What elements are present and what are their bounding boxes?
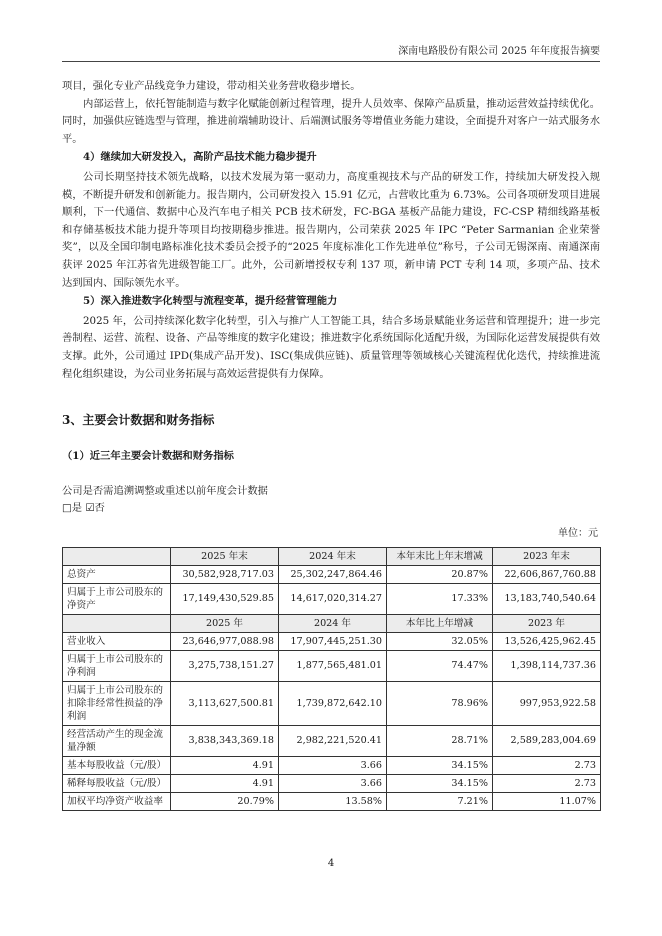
table-cell: 23,646,977,088.98 [171,632,279,650]
row-label: 稀释每股收益（元/股） [63,774,171,792]
table-row [63,725,601,756]
table-cell: 28.71% [387,725,493,756]
table-cell: 1,739,872,642.10 [279,681,387,725]
table-header-cell: 2024 年末 [279,547,387,565]
table-cell: 3,275,738,151.27 [171,650,279,681]
header-rule [62,61,600,62]
row-label: 归属于上市公司股东的扣除非经常性损益的净利润 [63,681,171,725]
table-cell: 17.33% [387,583,493,614]
table-cell: 17,907,445,251.30 [279,632,387,650]
unit-label: 单位：元 [558,527,598,539]
paragraph-operations: 内部运营上，依托智能制造与数字化赋能创新过程管理，提升人员效率、保障产品质量，推动运营效益持续优化。同时，加强供应链选型与管理，推进前端辅助设计、后端测试服务等增值业务能力建设，全面提升对客户一站式服务水平。 [62,97,600,145]
table-cell: 1,398,114,737.36 [493,650,601,681]
table-row [63,681,601,725]
table-cell: 13,526,425,962.45 [493,632,601,650]
restatement-answer [62,500,600,518]
table-cell: 32.05% [387,632,493,650]
table-header-cell: 2024 年 [279,614,387,632]
page-header: 深南电路股份有限公司 2025 年年度报告摘要 [398,46,600,57]
row-label: 经营活动产生的现金流量净额 [63,725,171,756]
table-cell: 34.15% [387,774,493,792]
table-cell: 78.96% [387,681,493,725]
heading-digital-transformation: 5）深入推进数字化转型与流程变革，提升经营管理能力 [83,295,338,308]
restatement-question: 公司是否需追溯调整或重述以前年度会计数据 [62,484,268,497]
table-cell: 20.79% [171,792,279,810]
table-row [63,756,601,774]
table-header-cell: 2023 年末 [493,547,601,565]
table-cell: 3,113,627,500.81 [171,681,279,725]
table-row [63,792,601,810]
table-cell: 34.15% [387,756,493,774]
table-cell: 25,302,247,864.46 [279,565,387,583]
table-cell: 2.73 [493,756,601,774]
table-cell: 22,606,867,760.88 [493,565,601,583]
checkbox-yes: □是 [62,502,83,515]
table-header-cell: 2025 年 [171,614,279,632]
table-cell: 20.87% [387,565,493,583]
paragraph-rd: 公司长期坚持技术领先战略，以技术发展为第一驱动力，高度重视技术与产品的研发工作，持续加大研发投入规模，不断提升研发和创新能力。报告期内，公司研发投入 15.91 亿元，占营收比重为 6.73%。公司各项研发项目进展顺利，下一代通信、数据中心及汽车电子相关 PCB 技术研发，FC-BGA 基板产品能力建设，FC-CSP 精细线路基板和存储基板技术能力提升等项目均按期稳步推进。报告期内，公司荣获 2025 年 IPC “Peter Sarmanian 企业荣誉奖”，以及全国印制电路标准化技术委员会授予的“2025 年度标准化工作先进单位”称号，子公司无锡深南、南通深南获评 2025 年江苏省先进级智能工厂。此外，公司新增授权专利 137 项，新申请 PCT 专利 14 项，多项产品、技术达到国内、国际领先水平。 [62,170,600,289]
table-header-cell [63,547,171,565]
table-cell: 3.66 [279,774,387,792]
financial-table [62,547,601,811]
subsection-title: （1）近三年主要会计数据和财务指标 [62,450,234,463]
page-content [62,78,600,811]
table-row [63,583,601,614]
table-cell: 997,953,922.58 [493,681,601,725]
table-cell: 4.91 [171,774,279,792]
table-header-cell: 2025 年末 [171,547,279,565]
table-cell: 74.47% [387,650,493,681]
table-cell: 14,617,020,314.27 [279,583,387,614]
table-row [63,650,601,681]
table-header-row [63,547,601,565]
row-label: 营业收入 [63,632,171,650]
page-number: 4 [327,858,335,869]
table-cell: 17,149,430,529.85 [171,583,279,614]
row-label: 归属于上市公司股东的净资产 [63,583,171,614]
section-title-financials: 3、主要会计数据和财务指标 [62,413,215,428]
table-header-cell: 2023 年 [493,614,601,632]
table-header-cell: 本年比上年增减 [387,614,493,632]
table-cell: 1,877,565,481.01 [279,650,387,681]
table-cell: 30,582,928,717.03 [171,565,279,583]
table-cell: 3,838,343,369.18 [171,725,279,756]
table-row [63,774,601,792]
table-header-cell: 本年末比上年末增减 [387,547,493,565]
table-header-row [63,614,601,632]
table-cell: 7.21% [387,792,493,810]
table-cell: 13,183,740,540.64 [493,583,601,614]
table-cell: 2.73 [493,774,601,792]
row-label: 基本每股收益（元/股） [63,756,171,774]
table-cell: 4.91 [171,756,279,774]
table-cell: 13.58% [279,792,387,810]
table-cell: 2,982,221,520.41 [279,725,387,756]
row-label: 归属于上市公司股东的净利润 [63,650,171,681]
row-label: 总资产 [63,565,171,583]
row-label: 加权平均净资产收益率 [63,792,171,810]
paragraph-continuation: 项目，强化专业产品线竞争力建设，带动相关业务营收稳步增长。 [62,80,361,92]
paragraph-digital: 2025 年，公司持续深化数字化转型，引入与推广人工智能工具，结合多场景赋能业务运营和管理提升；进一步完善制程、运营、流程、设备、产品等维度的数字化建设；推进数字化系统国际化适配升级，为国际化运营发展提供有效支撑。此外，公司通过 IPD(集成产品开发)、ISC(集成供应链)、质量管理等领域核心关键流程优化迭代，持续推进流程化组织建设，为公司业务拓展与高效运营提供有力保障。 [62,314,600,380]
heading-rd-investment: 4）继续加大研发投入，高阶产品技术能力稳步提升 [83,151,317,164]
table-cell: 2,589,283,004.69 [493,725,601,756]
table-row [63,565,601,583]
table-cell: 11.07% [493,792,601,810]
table-header-cell [63,614,171,632]
checkbox-no-checked: ☑否 [85,502,105,515]
table-cell: 3.66 [279,756,387,774]
table-row [63,632,601,650]
